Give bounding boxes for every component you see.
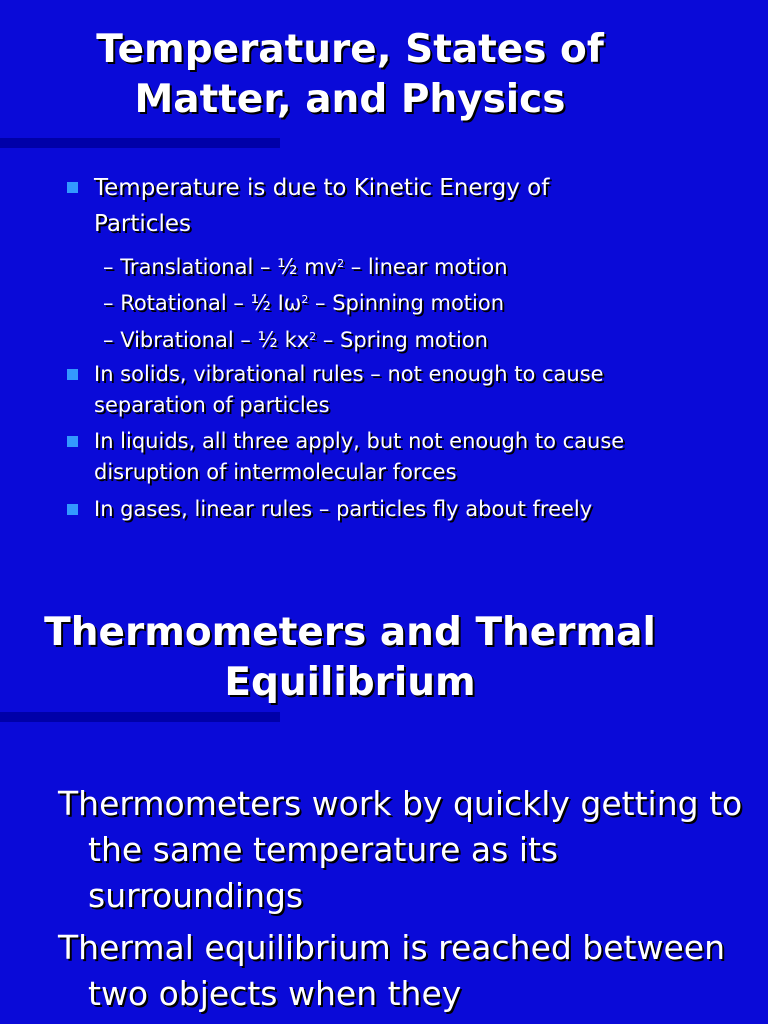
title-divider-2 (0, 712, 280, 722)
bullet-text-line-2: separation of particles (94, 393, 330, 417)
sub-item-rotational (103, 285, 504, 318)
slide-title-2-line-1: Thermometers and Thermal (44, 610, 656, 655)
bullet-text-line-1: Temperature is due to Kinetic Energy of (94, 175, 550, 201)
slide-title-2-line-2: Equilibrium (224, 660, 476, 705)
sub-item-text: Rotational – ½ Iω (120, 291, 302, 315)
bullet-text-line-1: In gases, linear rules – particles fly about freely (94, 497, 593, 521)
paragraph-thermometers: Thermometers work by quickly getting to the same temperature as its surroundings (58, 784, 743, 915)
sub-item-text: Translational – ½ mv (120, 255, 338, 279)
title-divider-1 (0, 138, 280, 148)
sub-item-vibrational (103, 322, 488, 355)
superscript: 2 (309, 330, 317, 343)
dash-bullet-icon: – (103, 328, 114, 352)
dash-bullet-icon: – (103, 255, 114, 279)
slide-title-1 (0, 25, 700, 125)
square-bullet-icon (67, 436, 78, 447)
sub-item-text-tail: – Spinning motion (308, 291, 505, 315)
superscript: 2 (337, 257, 345, 270)
sub-item-translational (103, 249, 508, 282)
slide-title-2 (0, 608, 700, 708)
sub-item-text-tail: – linear motion (344, 255, 508, 279)
square-bullet-icon (67, 369, 78, 380)
slide-title-1-line-2: Matter, and Physics (134, 77, 566, 122)
sub-item-text: Vibrational – ½ kx (120, 328, 310, 352)
bullet-text-line-1: In liquids, all three apply, but not enough to cause (94, 429, 625, 453)
square-bullet-icon (67, 182, 78, 193)
superscript: 2 (301, 293, 309, 306)
bullet-text-line-2: disruption of intermolecular forces (94, 460, 457, 484)
dash-bullet-icon: – (103, 291, 114, 315)
square-bullet-icon (67, 504, 78, 515)
slide-title-1-line-1: Temperature, States of (96, 27, 604, 72)
bullet-text-line-1: In solids, vibrational rules – not enough to cause (94, 362, 604, 386)
sub-item-text-tail: – Spring motion (316, 328, 488, 352)
paragraph-thermal-equilibrium: Thermal equilibrium is reached between two objects when they (58, 928, 726, 1013)
bullet-text-line-2: Particles (94, 211, 191, 237)
